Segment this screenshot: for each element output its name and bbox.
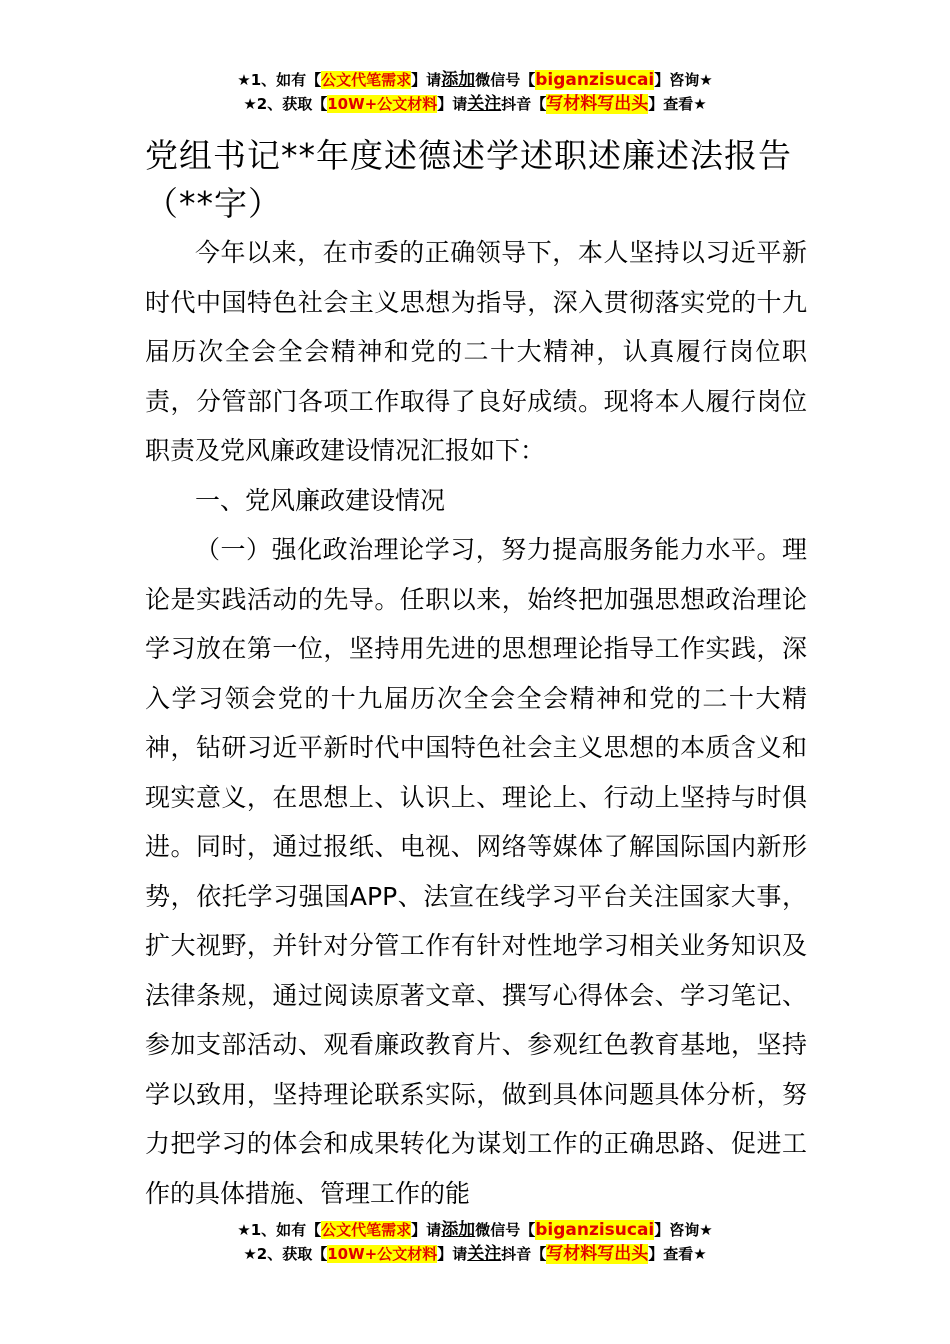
promo-banner-top xyxy=(0,68,950,116)
promo-text: 微信号【 xyxy=(475,1221,536,1239)
document-body xyxy=(145,132,807,1218)
promo-text: 】查看★ xyxy=(648,95,707,113)
intro-paragraph: 今年以来，在市委的正确领导下，本人坚持以习近平新时代中国特色社会主义思想为指导，深入贯彻落实党的十九届历次全会全会精神和党的二十大精神，认真履行岗位职责，分管部门各项工作取得了良好成绩。现将本人履行岗位职责及党风廉政建设情况汇报如下： xyxy=(145,238,807,465)
document-title: 党组书记**年度述德述学述职述廉述法报告（**字） xyxy=(145,136,792,223)
promo-text: 】查看★ xyxy=(648,1245,707,1263)
promo-text: 抖音【 xyxy=(501,1245,547,1263)
promo-highlight: 写材料写出头 xyxy=(546,94,649,114)
promo-highlight: 公文代笔需求 xyxy=(321,1221,412,1239)
promo-text: ★2、获取【 xyxy=(243,95,328,113)
promo-underline: 关注 xyxy=(467,1244,502,1264)
promo-line-2 xyxy=(0,92,950,116)
promo-highlight: biganzisucai xyxy=(535,1220,655,1240)
promo-text: ★1、如有【 xyxy=(237,71,322,89)
promo-highlight: 10W+公文材料 xyxy=(327,1245,438,1263)
promo-underline: 添加 xyxy=(441,1220,476,1240)
body-paragraph: （一）强化政治理论学习，努力提高服务能力水平。理论是实践活动的先导。任职以来，始终把加强思想政治理论学习放在第一位，坚持用先进的思想理论指导工作实践，深入学习领会党的十九届历次全会全会精神和党的二十大精神，钻研习近平新时代中国特色社会主义思想的本质含义和现实意义，在思想上、认识上、理论上、行动上坚持与时俱进。同时，通过报纸、电视、网络等媒体了解国际国内新形势，依托学习强国APP、法宣在线学习平台关注国家大事，扩大视野，并针对分管工作有针对性地学习相关业务知识及法律条规，通过阅读原著文章、撰写心得体会、学习笔记、参加支部活动、观看廉政教育片、参观红色教育基地，坚持学以致用，坚持理论联系实际，做到具体问题具体分析，努力把学习的体会和成果转化为谋划工作的正确思路、促进工作的具体措施、管理工作的能 xyxy=(145,535,807,1208)
promo-text: 】请 xyxy=(411,71,442,89)
promo-line-1 xyxy=(0,1218,950,1242)
promo-highlight: 10W+公文材料 xyxy=(327,95,438,113)
promo-text: 】请 xyxy=(437,1245,468,1263)
promo-text: ★2、获取【 xyxy=(243,1245,328,1263)
promo-text: 】请 xyxy=(437,95,468,113)
promo-line-1 xyxy=(0,68,950,92)
promo-highlight: 写材料写出头 xyxy=(546,1244,649,1264)
promo-text: 微信号【 xyxy=(475,71,536,89)
promo-underline: 添加 xyxy=(441,70,476,90)
promo-text: 抖音【 xyxy=(501,95,547,113)
promo-text: 】咨询★ xyxy=(654,1221,713,1239)
section-heading: 一、党风廉政建设情况 xyxy=(195,485,446,515)
promo-underline: 关注 xyxy=(467,94,502,114)
promo-text: 】请 xyxy=(411,1221,442,1239)
promo-line-2 xyxy=(0,1242,950,1266)
promo-text: 】咨询★ xyxy=(654,71,713,89)
promo-banner-bottom xyxy=(0,1218,950,1266)
promo-highlight: 公文代笔需求 xyxy=(321,71,412,89)
promo-text: ★1、如有【 xyxy=(237,1221,322,1239)
promo-highlight: biganzisucai xyxy=(535,70,655,90)
